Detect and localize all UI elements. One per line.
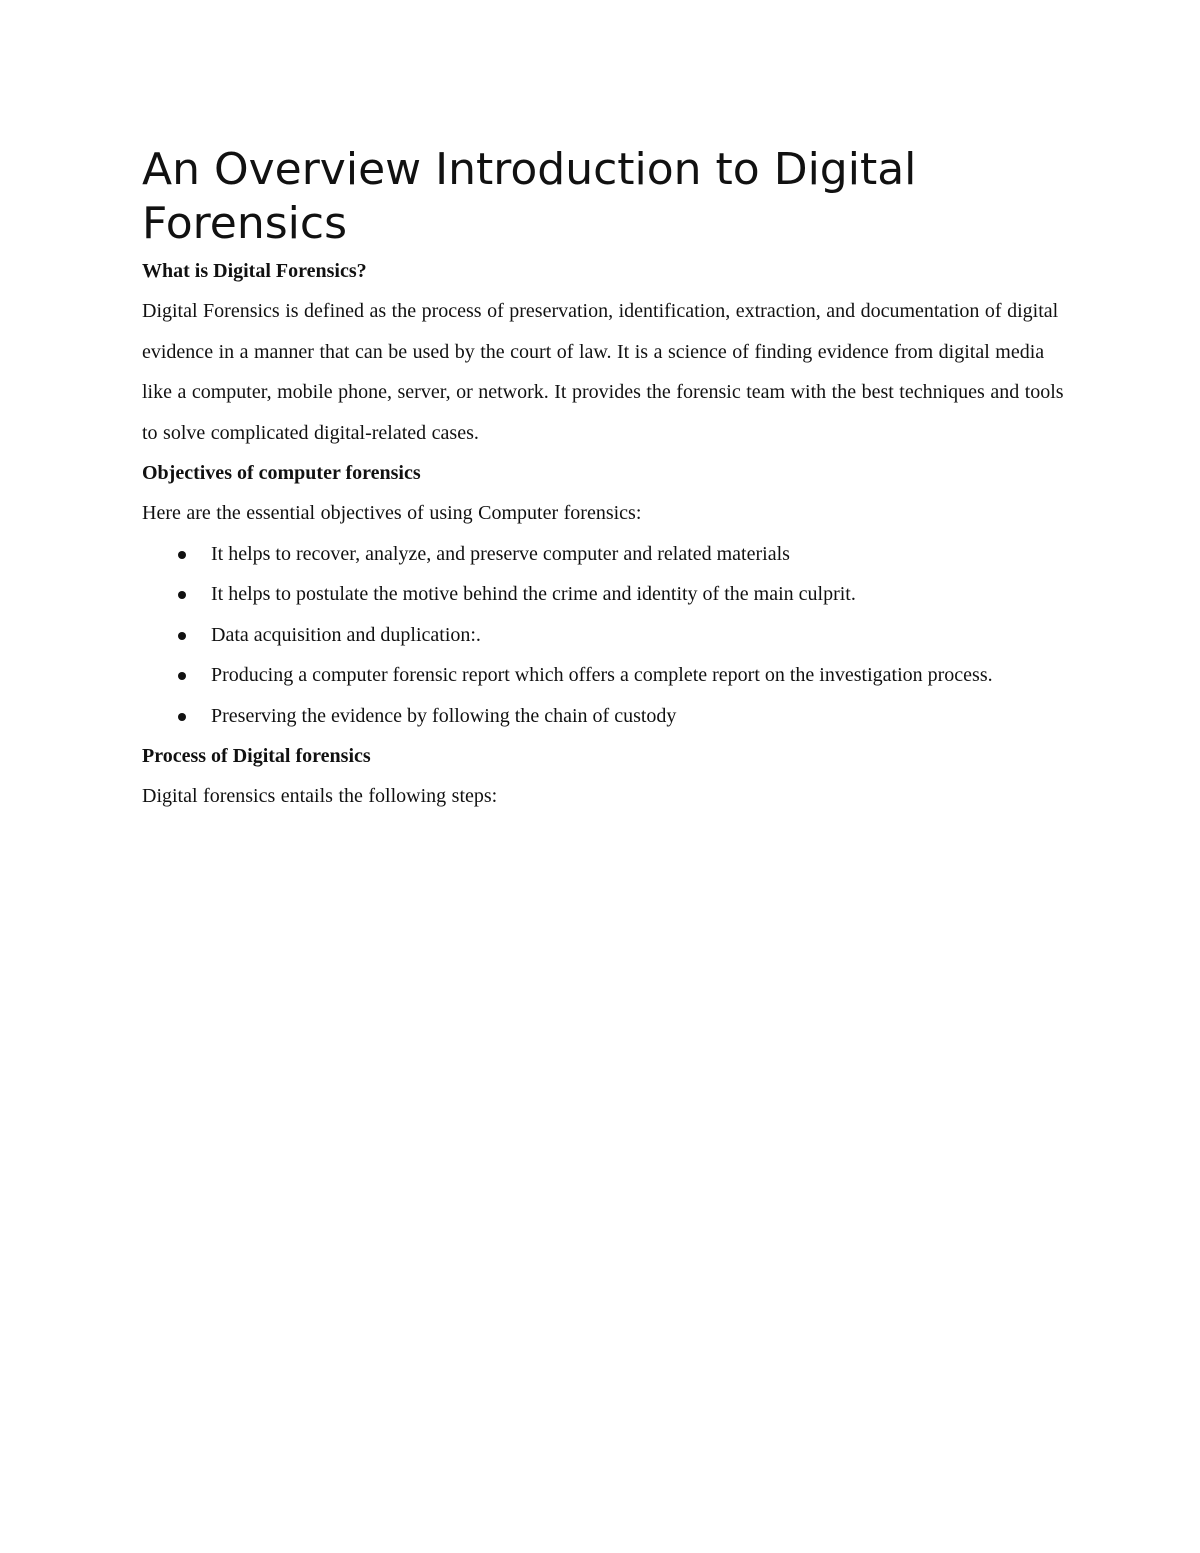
- list-item: [142, 574, 1072, 615]
- heading-what-is-digital-forensics: What is Digital Forensics?: [142, 260, 367, 282]
- list-item: [142, 655, 1072, 696]
- list-item: [142, 696, 1072, 737]
- bullet-icon: [178, 591, 186, 599]
- list-item-text: Producing a computer forensic report which offers a complete report on the investigation process.: [211, 664, 993, 686]
- list-item-text: It helps to postulate the motive behind the crime and identity of the main culprit.: [211, 583, 856, 605]
- paragraph-objectives-intro: Here are the essential objectives of using Computer forensics:: [142, 502, 642, 524]
- objectives-list: [142, 534, 1072, 737]
- list-item-text: Preserving the evidence by following the chain of custody: [211, 704, 677, 727]
- document-content: [142, 143, 1072, 817]
- bullet-icon: [178, 551, 186, 559]
- heading-process: Process of Digital forensics: [142, 745, 371, 767]
- bullet-icon: [178, 672, 186, 680]
- heading-objectives: Objectives of computer forensics: [142, 462, 421, 484]
- document-title: An Overview Introduction to Digital Forensics: [142, 144, 917, 249]
- bullet-icon: [178, 632, 186, 640]
- bullet-icon: [178, 713, 186, 721]
- paragraph-definition: Digital Forensics is defined as the process of preservation, identification, extraction, and documentation of digital evidence in a manner that can be used by the court of law. It is a science of finding evidence from digital media like a computer, mobile phone, server, or network. It provides the forensic team with the best techniques and tools to solve complicated digital-related cases.: [142, 300, 1064, 444]
- list-item: [142, 534, 1072, 575]
- paragraph-process-intro: Digital forensics entails the following steps:: [142, 785, 498, 807]
- list-item: [142, 615, 1072, 656]
- list-item-text: Data acquisition and duplication:.: [211, 623, 481, 646]
- list-item-text: It helps to recover, analyze, and preserve computer and related materials: [211, 542, 790, 565]
